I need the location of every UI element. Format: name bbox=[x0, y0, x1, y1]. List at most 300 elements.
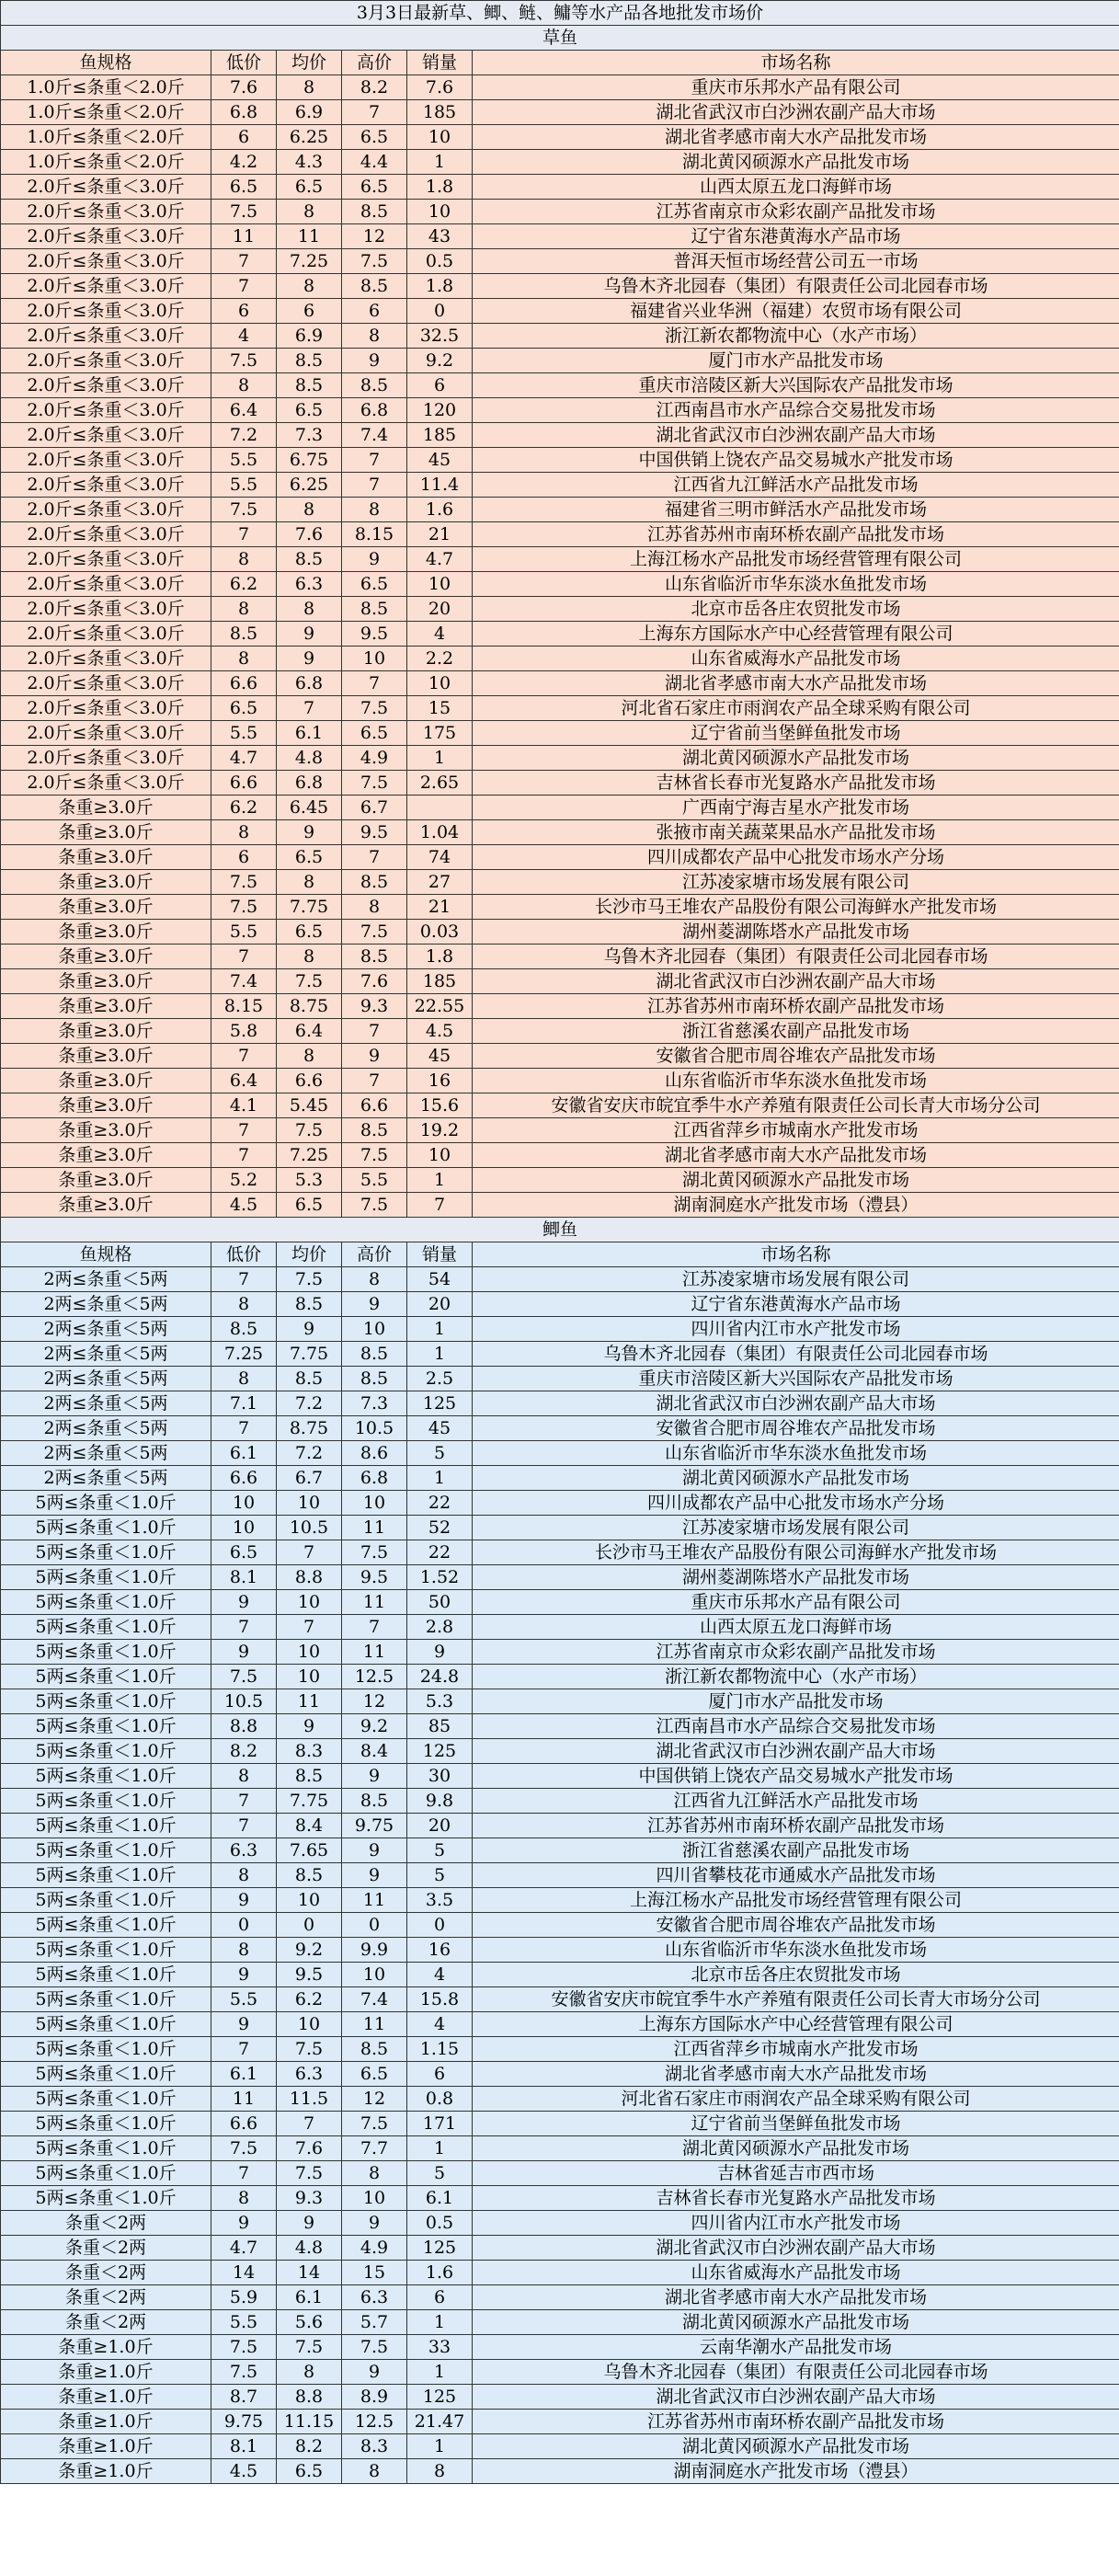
cell-volume: 21 bbox=[407, 522, 473, 547]
table-row bbox=[1, 2360, 1119, 2385]
cell-avg-price: 7.5 bbox=[277, 2335, 342, 2360]
cell-high-price: 10 bbox=[342, 2186, 407, 2211]
cell-spec: 5两≤条重＜1.0斤 bbox=[1, 2037, 211, 2062]
cell-spec: 2两≤条重＜5两 bbox=[1, 1367, 211, 1391]
cell-volume: 185 bbox=[407, 969, 473, 994]
column-header-market-name: 市场名称 bbox=[473, 51, 1119, 75]
cell-avg-price: 9.3 bbox=[277, 2186, 342, 2211]
cell-market-name: 乌鲁木齐北园春（集团）有限责任公司北园春市场 bbox=[473, 1342, 1119, 1367]
cell-low-price: 7 bbox=[211, 249, 277, 274]
table-row bbox=[1, 1317, 1119, 1342]
cell-high-price: 9 bbox=[342, 349, 407, 373]
cell-spec: 条重≥3.0斤 bbox=[1, 994, 211, 1019]
table-row bbox=[1, 1118, 1119, 1143]
cell-low-price: 5.2 bbox=[211, 1168, 277, 1193]
cell-volume: 175 bbox=[407, 721, 473, 746]
cell-spec: 条重≥3.0斤 bbox=[1, 945, 211, 969]
table-row bbox=[1, 746, 1119, 771]
cell-high-price: 7.5 bbox=[342, 771, 407, 796]
cell-avg-price: 6.5 bbox=[277, 1193, 342, 1218]
table-row bbox=[1, 398, 1119, 423]
table-row bbox=[1, 1814, 1119, 1838]
cell-avg-price: 6.45 bbox=[277, 796, 342, 820]
table-row bbox=[1, 2062, 1119, 2087]
cell-market-name: 重庆市涪陵区新大兴国际农产品批发市场 bbox=[473, 373, 1119, 398]
cell-high-price: 8.5 bbox=[342, 597, 407, 622]
cell-high-price: 7.5 bbox=[342, 920, 407, 945]
cell-avg-price: 9 bbox=[277, 622, 342, 647]
cell-low-price: 9 bbox=[211, 1640, 277, 1665]
cell-volume: 15 bbox=[407, 696, 473, 721]
column-header-spec: 鱼规格 bbox=[1, 51, 211, 75]
cell-high-price: 6.6 bbox=[342, 1093, 407, 1118]
cell-volume: 50 bbox=[407, 1590, 473, 1615]
cell-volume: 4 bbox=[407, 2012, 473, 2037]
cell-market-name: 张掖市南关蔬菜果品水产品批发市场 bbox=[473, 820, 1119, 845]
cell-high-price: 9.5 bbox=[342, 622, 407, 647]
cell-avg-price: 4.3 bbox=[277, 150, 342, 175]
table-row bbox=[1, 1342, 1119, 1367]
cell-volume: 2.8 bbox=[407, 1615, 473, 1640]
cell-avg-price: 8 bbox=[277, 945, 342, 969]
cell-spec: 5两≤条重＜1.0斤 bbox=[1, 1615, 211, 1640]
cell-high-price: 7.5 bbox=[342, 2335, 407, 2360]
cell-avg-price: 8.8 bbox=[277, 2385, 342, 2410]
cell-spec: 5两≤条重＜1.0斤 bbox=[1, 1689, 211, 1714]
cell-avg-price: 7.75 bbox=[277, 1789, 342, 1814]
cell-spec: 2.0斤≤条重＜3.0斤 bbox=[1, 746, 211, 771]
table-row bbox=[1, 1416, 1119, 1441]
cell-market-name: 山东省临沂市华东淡水鱼批发市场 bbox=[473, 1069, 1119, 1093]
cell-low-price: 6.1 bbox=[211, 2062, 277, 2087]
cell-high-price: 8 bbox=[342, 895, 407, 920]
cell-high-price: 7 bbox=[342, 1019, 407, 1044]
cell-low-price: 6.6 bbox=[211, 1466, 277, 1491]
cell-high-price: 7 bbox=[342, 100, 407, 125]
cell-high-price: 9 bbox=[342, 1764, 407, 1789]
table-row bbox=[1, 1441, 1119, 1466]
cell-avg-price: 7.2 bbox=[277, 1441, 342, 1466]
table-row bbox=[1, 249, 1119, 274]
cell-low-price: 7.1 bbox=[211, 1391, 277, 1416]
cell-high-price: 9 bbox=[342, 2360, 407, 2385]
cell-market-name: 湖北黄冈硕源水产品批发市场 bbox=[473, 150, 1119, 175]
cell-spec: 条重≥3.0斤 bbox=[1, 796, 211, 820]
cell-market-name: 浙江新农都物流中心（水产市场） bbox=[473, 324, 1119, 349]
cell-high-price: 7.7 bbox=[342, 2136, 407, 2161]
table-row bbox=[1, 994, 1119, 1019]
table-row bbox=[1, 721, 1119, 746]
cell-high-price: 5.5 bbox=[342, 1168, 407, 1193]
cell-volume: 16 bbox=[407, 1938, 473, 1963]
table-row bbox=[1, 75, 1119, 100]
cell-volume: 1 bbox=[407, 1317, 473, 1342]
table-row bbox=[1, 945, 1119, 969]
cell-market-name: 湖北省孝感市南大水产品批发市场 bbox=[473, 2285, 1119, 2310]
cell-high-price: 8.15 bbox=[342, 522, 407, 547]
cell-avg-price: 8.75 bbox=[277, 994, 342, 1019]
cell-high-price: 8 bbox=[342, 2161, 407, 2186]
cell-avg-price: 5.45 bbox=[277, 1093, 342, 1118]
cell-volume: 171 bbox=[407, 2112, 473, 2136]
column-header-low-price: 低价 bbox=[211, 1242, 277, 1267]
cell-market-name: 山东省临沂市华东淡水鱼批发市场 bbox=[473, 572, 1119, 597]
cell-low-price: 4.7 bbox=[211, 746, 277, 771]
cell-market-name: 湖北黄冈硕源水产品批发市场 bbox=[473, 2310, 1119, 2335]
cell-spec: 2两≤条重＜5两 bbox=[1, 1317, 211, 1342]
cell-high-price: 7.5 bbox=[342, 696, 407, 721]
cell-volume: 20 bbox=[407, 1814, 473, 1838]
cell-spec: 5两≤条重＜1.0斤 bbox=[1, 1814, 211, 1838]
cell-spec: 条重≥3.0斤 bbox=[1, 969, 211, 994]
table-row bbox=[1, 274, 1119, 299]
cell-high-price: 10.5 bbox=[342, 1416, 407, 1441]
cell-low-price: 7.25 bbox=[211, 1342, 277, 1367]
cell-avg-price: 7.5 bbox=[277, 2161, 342, 2186]
cell-volume: 2.2 bbox=[407, 647, 473, 671]
cell-spec: 2.0斤≤条重＜3.0斤 bbox=[1, 249, 211, 274]
section-header-row bbox=[1, 26, 1119, 51]
cell-volume: 185 bbox=[407, 100, 473, 125]
cell-low-price: 7.5 bbox=[211, 2360, 277, 2385]
cell-high-price: 6.5 bbox=[342, 175, 407, 200]
cell-volume: 4 bbox=[407, 1963, 473, 1987]
cell-high-price: 7.5 bbox=[342, 1193, 407, 1218]
cell-market-name: 长沙市马王堆农产品股份有限公司海鲜水产批发市场 bbox=[473, 895, 1119, 920]
cell-low-price: 4.1 bbox=[211, 1093, 277, 1118]
cell-market-name: 辽宁省东港黄海水产品市场 bbox=[473, 1292, 1119, 1317]
table-row bbox=[1, 2012, 1119, 2037]
cell-market-name: 山东省临沂市华东淡水鱼批发市场 bbox=[473, 1938, 1119, 1963]
cell-low-price: 5.5 bbox=[211, 448, 277, 473]
table-row bbox=[1, 1615, 1119, 1640]
table-row bbox=[1, 1540, 1119, 1565]
table-row bbox=[1, 1093, 1119, 1118]
table-row bbox=[1, 1689, 1119, 1714]
cell-avg-price: 6.9 bbox=[277, 100, 342, 125]
column-header-avg-price: 均价 bbox=[277, 51, 342, 75]
cell-market-name: 湖州菱湖陈塔水产品批发市场 bbox=[473, 920, 1119, 945]
table-row bbox=[1, 1665, 1119, 1689]
cell-avg-price: 8 bbox=[277, 597, 342, 622]
cell-high-price: 4.9 bbox=[342, 746, 407, 771]
cell-low-price: 8.8 bbox=[211, 1714, 277, 1739]
table-row bbox=[1, 1044, 1119, 1069]
cell-volume: 5 bbox=[407, 2161, 473, 2186]
cell-high-price: 7 bbox=[342, 845, 407, 870]
cell-avg-price: 8 bbox=[277, 1044, 342, 1069]
table-row bbox=[1, 498, 1119, 522]
cell-high-price: 9.75 bbox=[342, 1814, 407, 1838]
cell-high-price: 8.5 bbox=[342, 1342, 407, 1367]
cell-avg-price: 8 bbox=[277, 498, 342, 522]
cell-volume: 21.47 bbox=[407, 2410, 473, 2434]
cell-market-name: 河北省石家庄市雨润农产品全球采购有限公司 bbox=[473, 696, 1119, 721]
cell-low-price: 7 bbox=[211, 274, 277, 299]
cell-avg-price: 11 bbox=[277, 1689, 342, 1714]
column-header-volume: 销量 bbox=[407, 1242, 473, 1267]
cell-market-name: 上海东方国际水产中心经营管理有限公司 bbox=[473, 622, 1119, 647]
cell-spec: 5两≤条重＜1.0斤 bbox=[1, 1540, 211, 1565]
cell-low-price: 8 bbox=[211, 647, 277, 671]
cell-spec: 1.0斤≤条重＜2.0斤 bbox=[1, 75, 211, 100]
cell-avg-price: 7.6 bbox=[277, 522, 342, 547]
cell-market-name: 河北省石家庄市雨润农产品全球采购有限公司 bbox=[473, 2087, 1119, 2112]
cell-low-price: 5.9 bbox=[211, 2285, 277, 2310]
cell-volume: 20 bbox=[407, 597, 473, 622]
cell-low-price: 6 bbox=[211, 299, 277, 324]
cell-spec: 2两≤条重＜5两 bbox=[1, 1416, 211, 1441]
cell-high-price: 9.3 bbox=[342, 994, 407, 1019]
table-row bbox=[1, 473, 1119, 498]
cell-market-name: 辽宁省前当堡鲜鱼批发市场 bbox=[473, 2112, 1119, 2136]
cell-low-price: 4.5 bbox=[211, 2459, 277, 2484]
cell-low-price: 6.3 bbox=[211, 1838, 277, 1863]
cell-avg-price: 10 bbox=[277, 1590, 342, 1615]
cell-avg-price: 10 bbox=[277, 1888, 342, 1913]
cell-spec: 2两≤条重＜5两 bbox=[1, 1292, 211, 1317]
cell-avg-price: 7.5 bbox=[277, 1267, 342, 1292]
cell-high-price: 0 bbox=[342, 1913, 407, 1938]
table-row bbox=[1, 2285, 1119, 2310]
cell-low-price: 7 bbox=[211, 1044, 277, 1069]
cell-market-name: 山西太原五龙口海鲜市场 bbox=[473, 1615, 1119, 1640]
cell-volume: 125 bbox=[407, 2236, 473, 2261]
cell-high-price: 12 bbox=[342, 224, 407, 249]
cell-spec: 2.0斤≤条重＜3.0斤 bbox=[1, 547, 211, 572]
cell-avg-price: 8.5 bbox=[277, 1764, 342, 1789]
cell-volume: 32.5 bbox=[407, 324, 473, 349]
cell-low-price: 9 bbox=[211, 1963, 277, 1987]
cell-volume: 7.6 bbox=[407, 75, 473, 100]
cell-market-name: 湖北省孝感市南大水产品批发市场 bbox=[473, 125, 1119, 150]
cell-market-name: 厦门市水产品批发市场 bbox=[473, 1689, 1119, 1714]
cell-volume: 4.7 bbox=[407, 547, 473, 572]
cell-spec: 条重≥3.0斤 bbox=[1, 845, 211, 870]
cell-low-price: 8 bbox=[211, 547, 277, 572]
cell-low-price: 7 bbox=[211, 945, 277, 969]
cell-low-price: 8 bbox=[211, 1764, 277, 1789]
cell-high-price: 6.5 bbox=[342, 125, 407, 150]
cell-market-name: 乌鲁木齐北园春（集团）有限责任公司北园春市场 bbox=[473, 274, 1119, 299]
cell-avg-price: 7.3 bbox=[277, 423, 342, 448]
cell-high-price: 6.8 bbox=[342, 398, 407, 423]
cell-volume: 5.3 bbox=[407, 1689, 473, 1714]
table-row bbox=[1, 1267, 1119, 1292]
cell-spec: 2.0斤≤条重＜3.0斤 bbox=[1, 771, 211, 796]
cell-high-price: 7 bbox=[342, 671, 407, 696]
table-row bbox=[1, 1963, 1119, 1987]
table-row bbox=[1, 2459, 1119, 2484]
cell-spec: 2.0斤≤条重＜3.0斤 bbox=[1, 398, 211, 423]
cell-low-price: 8.15 bbox=[211, 994, 277, 1019]
cell-market-name: 湖北黄冈硕源水产品批发市场 bbox=[473, 746, 1119, 771]
table-row bbox=[1, 796, 1119, 820]
table-row bbox=[1, 771, 1119, 796]
cell-spec: 条重≥3.0斤 bbox=[1, 820, 211, 845]
cell-avg-price: 6.1 bbox=[277, 721, 342, 746]
cell-avg-price: 6.3 bbox=[277, 2062, 342, 2087]
cell-volume: 5 bbox=[407, 1441, 473, 1466]
cell-low-price: 8 bbox=[211, 597, 277, 622]
cell-market-name: 江西省萍乡市城南水产批发市场 bbox=[473, 1118, 1119, 1143]
table-row bbox=[1, 1987, 1119, 2012]
cell-high-price: 7.4 bbox=[342, 423, 407, 448]
cell-market-name: 四川省内江市水产批发市场 bbox=[473, 2211, 1119, 2236]
cell-market-name: 湖北省武汉市白沙洲农副产品大市场 bbox=[473, 1391, 1119, 1416]
cell-spec: 5两≤条重＜1.0斤 bbox=[1, 2161, 211, 2186]
cell-low-price: 0 bbox=[211, 1913, 277, 1938]
cell-high-price: 6 bbox=[342, 299, 407, 324]
cell-low-price: 10.5 bbox=[211, 1689, 277, 1714]
cell-high-price: 8 bbox=[342, 324, 407, 349]
cell-high-price: 9 bbox=[342, 1863, 407, 1888]
cell-market-name: 重庆市涪陵区新大兴国际农产品批发市场 bbox=[473, 1367, 1119, 1391]
cell-high-price: 9 bbox=[342, 2211, 407, 2236]
cell-volume: 120 bbox=[407, 398, 473, 423]
cell-avg-price: 6.5 bbox=[277, 398, 342, 423]
cell-spec: 条重≥3.0斤 bbox=[1, 1143, 211, 1168]
cell-market-name: 云南华潮水产品批发市场 bbox=[473, 2335, 1119, 2360]
cell-volume: 24.8 bbox=[407, 1665, 473, 1689]
cell-low-price: 10 bbox=[211, 1516, 277, 1540]
table-row bbox=[1, 1193, 1119, 1218]
cell-spec: 1.0斤≤条重＜2.0斤 bbox=[1, 125, 211, 150]
cell-market-name: 上海江杨水产品批发市场经营管理有限公司 bbox=[473, 547, 1119, 572]
cell-market-name: 江苏省苏州市南环桥农副产品批发市场 bbox=[473, 522, 1119, 547]
cell-volume: 1.15 bbox=[407, 2037, 473, 2062]
cell-spec: 1.0斤≤条重＜2.0斤 bbox=[1, 150, 211, 175]
cell-avg-price: 0 bbox=[277, 1913, 342, 1938]
cell-spec: 条重≥3.0斤 bbox=[1, 1069, 211, 1093]
cell-low-price: 6.2 bbox=[211, 796, 277, 820]
cell-volume: 15.6 bbox=[407, 1093, 473, 1118]
table-row bbox=[1, 2136, 1119, 2161]
cell-high-price: 7.3 bbox=[342, 1391, 407, 1416]
table-row bbox=[1, 2161, 1119, 2186]
cell-high-price: 9 bbox=[342, 547, 407, 572]
cell-low-price: 7.5 bbox=[211, 2136, 277, 2161]
cell-spec: 条重＜2两 bbox=[1, 2211, 211, 2236]
cell-avg-price: 6.2 bbox=[277, 1987, 342, 2012]
table-row bbox=[1, 647, 1119, 671]
cell-volume: 1 bbox=[407, 1466, 473, 1491]
cell-market-name: 湖北省孝感市南大水产品批发市场 bbox=[473, 1143, 1119, 1168]
cell-spec: 5两≤条重＜1.0斤 bbox=[1, 2112, 211, 2136]
section-title: 鲫鱼 bbox=[1, 1218, 1119, 1242]
column-header-low-price: 低价 bbox=[211, 51, 277, 75]
cell-market-name: 吉林省长春市光复路水产品批发市场 bbox=[473, 2186, 1119, 2211]
cell-market-name: 湖北省武汉市白沙洲农副产品大市场 bbox=[473, 2236, 1119, 2261]
cell-high-price: 7 bbox=[342, 448, 407, 473]
cell-high-price: 6.5 bbox=[342, 721, 407, 746]
table-row bbox=[1, 2335, 1119, 2360]
cell-volume: 1.6 bbox=[407, 498, 473, 522]
cell-high-price: 7.5 bbox=[342, 1540, 407, 1565]
table-row bbox=[1, 349, 1119, 373]
table-row bbox=[1, 696, 1119, 721]
cell-market-name: 山东省威海水产品批发市场 bbox=[473, 2261, 1119, 2285]
cell-low-price: 7 bbox=[211, 522, 277, 547]
cell-avg-price: 7.25 bbox=[277, 1143, 342, 1168]
cell-spec: 5两≤条重＜1.0斤 bbox=[1, 1987, 211, 2012]
cell-market-name: 湖北省武汉市白沙洲农副产品大市场 bbox=[473, 2385, 1119, 2410]
cell-market-name: 江苏省南京市众彩农副产品批发市场 bbox=[473, 1640, 1119, 1665]
table-row bbox=[1, 299, 1119, 324]
cell-volume: 0.5 bbox=[407, 2211, 473, 2236]
cell-spec: 2.0斤≤条重＜3.0斤 bbox=[1, 423, 211, 448]
cell-spec: 5两≤条重＜1.0斤 bbox=[1, 1665, 211, 1689]
cell-low-price: 9.75 bbox=[211, 2410, 277, 2434]
cell-spec: 5两≤条重＜1.0斤 bbox=[1, 1516, 211, 1540]
cell-avg-price: 7.5 bbox=[277, 1118, 342, 1143]
cell-spec: 5两≤条重＜1.0斤 bbox=[1, 2012, 211, 2037]
cell-high-price: 9 bbox=[342, 1292, 407, 1317]
cell-market-name: 四川省内江市水产批发市场 bbox=[473, 1317, 1119, 1342]
cell-low-price: 6.6 bbox=[211, 671, 277, 696]
table-row bbox=[1, 572, 1119, 597]
cell-market-name: 吉林省延吉市西市场 bbox=[473, 2161, 1119, 2186]
cell-volume: 6 bbox=[407, 373, 473, 398]
cell-volume: 7 bbox=[407, 1193, 473, 1218]
cell-volume: 6 bbox=[407, 2285, 473, 2310]
cell-market-name: 江西省萍乡市城南水产批发市场 bbox=[473, 2037, 1119, 2062]
cell-low-price: 7.5 bbox=[211, 349, 277, 373]
cell-avg-price: 8.5 bbox=[277, 1292, 342, 1317]
cell-low-price: 6.4 bbox=[211, 1069, 277, 1093]
cell-high-price: 8.9 bbox=[342, 2385, 407, 2410]
table-row bbox=[1, 2087, 1119, 2112]
cell-high-price: 8.5 bbox=[342, 373, 407, 398]
cell-high-price: 6.7 bbox=[342, 796, 407, 820]
cell-spec: 2.0斤≤条重＜3.0斤 bbox=[1, 224, 211, 249]
cell-avg-price: 6.9 bbox=[277, 324, 342, 349]
column-header-market-name: 市场名称 bbox=[473, 1242, 1119, 1267]
cell-volume: 0 bbox=[407, 299, 473, 324]
cell-avg-price: 6.8 bbox=[277, 671, 342, 696]
table-row bbox=[1, 1640, 1119, 1665]
cell-low-price: 4 bbox=[211, 324, 277, 349]
cell-volume: 9.8 bbox=[407, 1789, 473, 1814]
cell-spec: 条重≥3.0斤 bbox=[1, 1093, 211, 1118]
cell-avg-price: 6.4 bbox=[277, 1019, 342, 1044]
cell-spec: 2.0斤≤条重＜3.0斤 bbox=[1, 597, 211, 622]
cell-high-price: 8.5 bbox=[342, 2037, 407, 2062]
cell-low-price: 8.1 bbox=[211, 2434, 277, 2459]
cell-high-price: 10 bbox=[342, 1317, 407, 1342]
cell-low-price: 7.6 bbox=[211, 75, 277, 100]
table-row bbox=[1, 1367, 1119, 1391]
cell-avg-price: 8 bbox=[277, 200, 342, 224]
cell-volume: 6 bbox=[407, 2062, 473, 2087]
cell-volume: 125 bbox=[407, 2385, 473, 2410]
cell-avg-price: 8 bbox=[277, 274, 342, 299]
cell-market-name: 四川省攀枝花市通威水产品批发市场 bbox=[473, 1863, 1119, 1888]
cell-volume: 1.8 bbox=[407, 175, 473, 200]
cell-low-price: 7 bbox=[211, 1615, 277, 1640]
table-row bbox=[1, 1888, 1119, 1913]
cell-volume: 52 bbox=[407, 1516, 473, 1540]
cell-market-name: 湖北省孝感市南大水产品批发市场 bbox=[473, 2062, 1119, 2087]
cell-spec: 条重≥3.0斤 bbox=[1, 1044, 211, 1069]
cell-market-name: 江苏凌家塘市场发展有限公司 bbox=[473, 1267, 1119, 1292]
cell-market-name: 山西太原五龙口海鲜市场 bbox=[473, 175, 1119, 200]
cell-low-price: 9 bbox=[211, 2211, 277, 2236]
cell-volume: 5 bbox=[407, 1863, 473, 1888]
column-header-row bbox=[1, 51, 1119, 75]
cell-volume: 21 bbox=[407, 895, 473, 920]
cell-volume: 9.2 bbox=[407, 349, 473, 373]
